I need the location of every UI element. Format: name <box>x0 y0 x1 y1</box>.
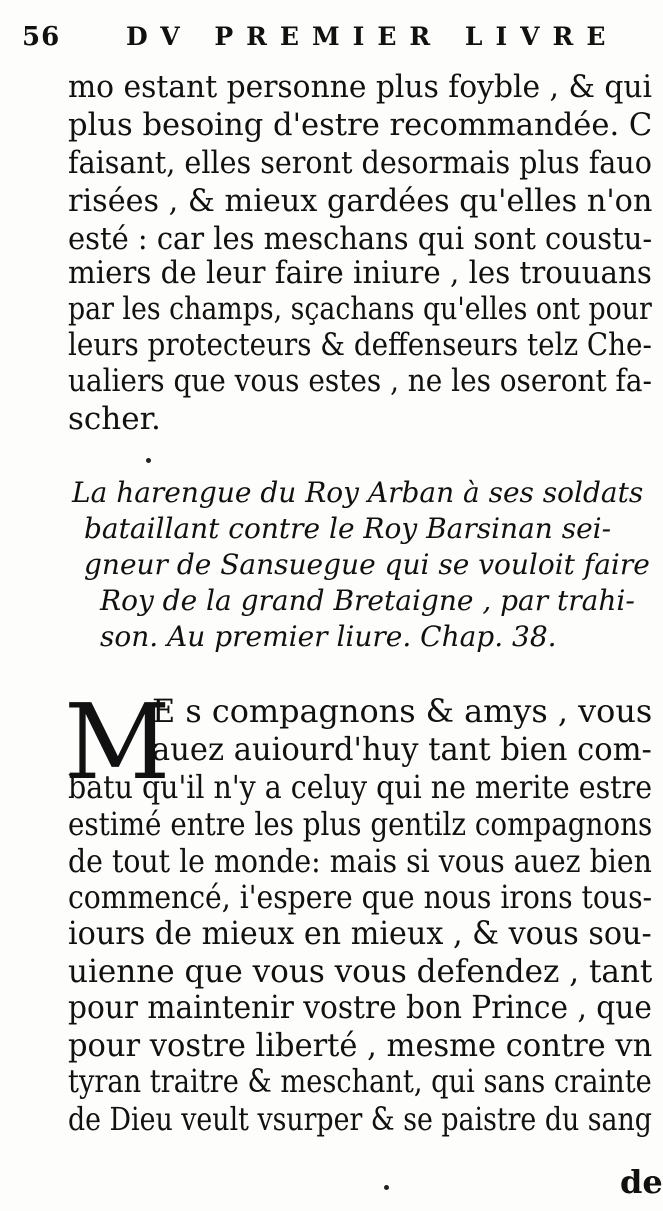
text-line: par les champs, sçachans qu'elles ont pour <box>68 291 652 327</box>
rubric-line: bataillant contre le Roy Barsinan sei- <box>84 512 612 545</box>
text-line: pour maintenir vostre bon Prince , que <box>68 988 652 1026</box>
rubric-line: Roy de la grand Bretaigne , par trahi- <box>100 584 635 617</box>
text-line: uienne que vous vous defendez , tant <box>68 952 653 990</box>
text-line: pour vostre liberté , mesme contre vn <box>68 1026 653 1064</box>
text-line: faisant, elles seront desormais plus fauo <box>68 145 652 181</box>
text-line: risées , & mieux gardées qu'elles n'on <box>68 183 653 219</box>
catchword: de <box>620 1163 663 1201</box>
rubric-line: son. Au premier liure. Chap. 38. <box>100 620 557 653</box>
text-line: plus besoing d'estre recommandée. C <box>68 107 653 143</box>
rubric-line: La harengue du Roy Arban à ses soldats <box>72 476 644 509</box>
running-head: DV PREMIER LIVRE <box>126 22 619 51</box>
text-line: ualiers que vous estes , ne les oseront fa- <box>68 363 652 399</box>
text-line: miers de leur faire iniure , les trouuans <box>68 255 652 291</box>
ink-speck <box>384 1185 389 1190</box>
text-line: de Dieu veult vsurper & se paistre du sang <box>68 1100 652 1138</box>
text-line: batu qu'il n'y a celuy qui ne merite estre <box>68 768 653 806</box>
text-line: E s compagnons & amys , vous <box>152 692 653 730</box>
text-line: scher. <box>68 401 161 437</box>
page-number: 56 <box>22 22 61 52</box>
text-line: esté : car les meschans qui sont coustu- <box>68 221 653 257</box>
text-line: commencé, i'espere que nous irons tous- <box>68 878 653 916</box>
ink-speck <box>146 458 151 463</box>
rubric-line: gneur de Sansuegue qui se vouloit faire <box>84 548 650 581</box>
text-line: auez auiourd'huy tant bien com- <box>152 730 652 768</box>
text-line: de tout le monde: mais si vous auez bien <box>68 842 652 880</box>
text-line: iours de mieux en mieux , & vous sou- <box>68 914 652 952</box>
text-line: estimé entre les plus gentilz compagnons <box>68 805 653 843</box>
text-line: leurs protecteurs & deffenseurs telz Che- <box>68 327 652 363</box>
drop-capital: M <box>64 681 171 803</box>
text-line: tyran traitre & meschant, qui sans crainte <box>68 1062 652 1100</box>
text-line: mo estant personne plus foyble , & qui <box>68 69 653 105</box>
